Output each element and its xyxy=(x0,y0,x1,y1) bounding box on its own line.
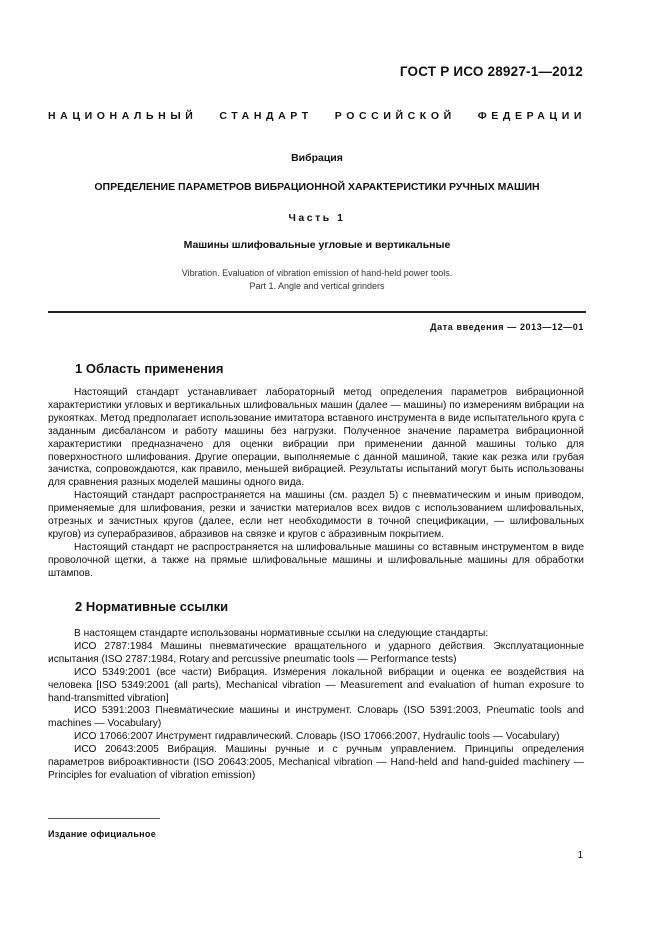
title-part: Часть 1 xyxy=(288,212,346,224)
reference-item: ИСО 2787:1984 Машины пневматические вращательного и ударного действия. Эксплуатационные испытания (ISO 2787:1984, Rotary and percussive pneumatic tools — Performance tests) xyxy=(48,640,584,665)
reference-item: ИСО 5391:2003 Пневматические машины и инструмент. Словарь (ISO 5391:2003, Pneumatic tools and machines — Vocabulary) xyxy=(48,705,584,730)
english-title-line-1: Vibration. Evaluation of vibration emission of hand-held power tools. xyxy=(181,268,453,278)
section-2-body xyxy=(48,628,584,783)
english-title-line-2: Part 1. Angle and vertical grinders xyxy=(249,281,385,291)
section-2-heading: 2 Нормативные ссылки xyxy=(75,599,229,614)
official-edition-label: Издание официальное xyxy=(48,829,157,839)
reference-item: ИСО 20643:2005 Вибрация. Машины ручные и с ручным управлением. Принципы определения параметров виброактивности (ISO 20643:2005, Mechanical vibration — Hand-held and hand-guided machinery — Principles for evaluation of vibration emission) xyxy=(48,744,584,781)
national-standard-banner: НАЦИОНАЛЬНЫЙ СТАНДАРТ РОССИЙСКОЙ ФЕДЕРАЦИИ xyxy=(48,110,586,122)
title-main: ОПРЕДЕЛЕНИЕ ПАРАМЕТРОВ ВИБРАЦИОННОЙ ХАРАКТЕРИСТИКИ РУЧНЫХ МАШИН xyxy=(94,181,540,193)
document-code: ГОСТ Р ИСО 28927-1—2012 xyxy=(399,64,583,79)
paragraph: Настоящий стандарт устанавливает лабораторный метод определения параметров вибрационной характеристики угловых и вертикальных шлифовальных машин (далее — машины) по измерениям вибрации на рукоятках. Метод предполагает использование имитатора вставного инструмента в виде испытательного круга с заданным дисбалансом и работу машины без нагрузки. Полученное значение параметра вибрационной характеристики предназначено для оценки вибрации при применении данной машины только для поверхностного шлифования. Другие операции, выполняемые с данной машиной, такие как резка или грубая зачистка, сопровождаются, как правило, меньшей вибрацией. Результаты испытаний могут быть использованы для сравнения разных моделей машины одного вида. xyxy=(48,387,584,489)
reference-item: ИСО 17066:2007 Инструмент гидравлический. Словарь (ISO 17066:2007, Hydraulic tools — Vocabulary) xyxy=(74,731,560,743)
reference-item: ИСО 5349:2001 (все части) Вибрация. Измерения локальной вибрации и оценка ее воздействия на человека [ISO 5349:2001 (all parts), Mechanical vibration — Measurement and evaluation of human exposure to hand-transmitted vibration] xyxy=(48,666,584,704)
title-divider xyxy=(48,311,586,313)
paragraph: Настоящий стандарт не распространяется на шлифовальные машины со вставным инструментом в виде проволочной щетки, а также на прямые шлифовальные машины и шлифовальные машины для обработки штампов. xyxy=(48,541,584,579)
english-title xyxy=(48,267,586,293)
footer-divider xyxy=(48,818,160,819)
title-topic: Вибрация xyxy=(291,152,343,164)
section-1-body xyxy=(48,387,584,581)
paragraph: Настоящий стандарт распространяется на машины (см. раздел 5) с пневматическим и иным приводом, применяемые для шлифования, резки и зачистки материалов всех видов с использованием шлифовальных, отрезных и зачистных кругов (далее, если нет необходимости в точной спецификации, — шлифовальных кругов) из суперабразивов, абразивов на связке и кругов с абразивным покрытием. xyxy=(48,490,584,540)
title-subtitle: Машины шлифовальные угловые и вертикальные xyxy=(183,239,451,251)
section-1-heading: 1 Область применения xyxy=(75,361,224,376)
introduction-date: Дата введения — 2013—12—01 xyxy=(430,322,584,332)
paragraph: В настоящем стандарте использованы нормативные ссылки на следующие стандарты: xyxy=(74,628,489,639)
page-number: 1 xyxy=(577,850,583,861)
